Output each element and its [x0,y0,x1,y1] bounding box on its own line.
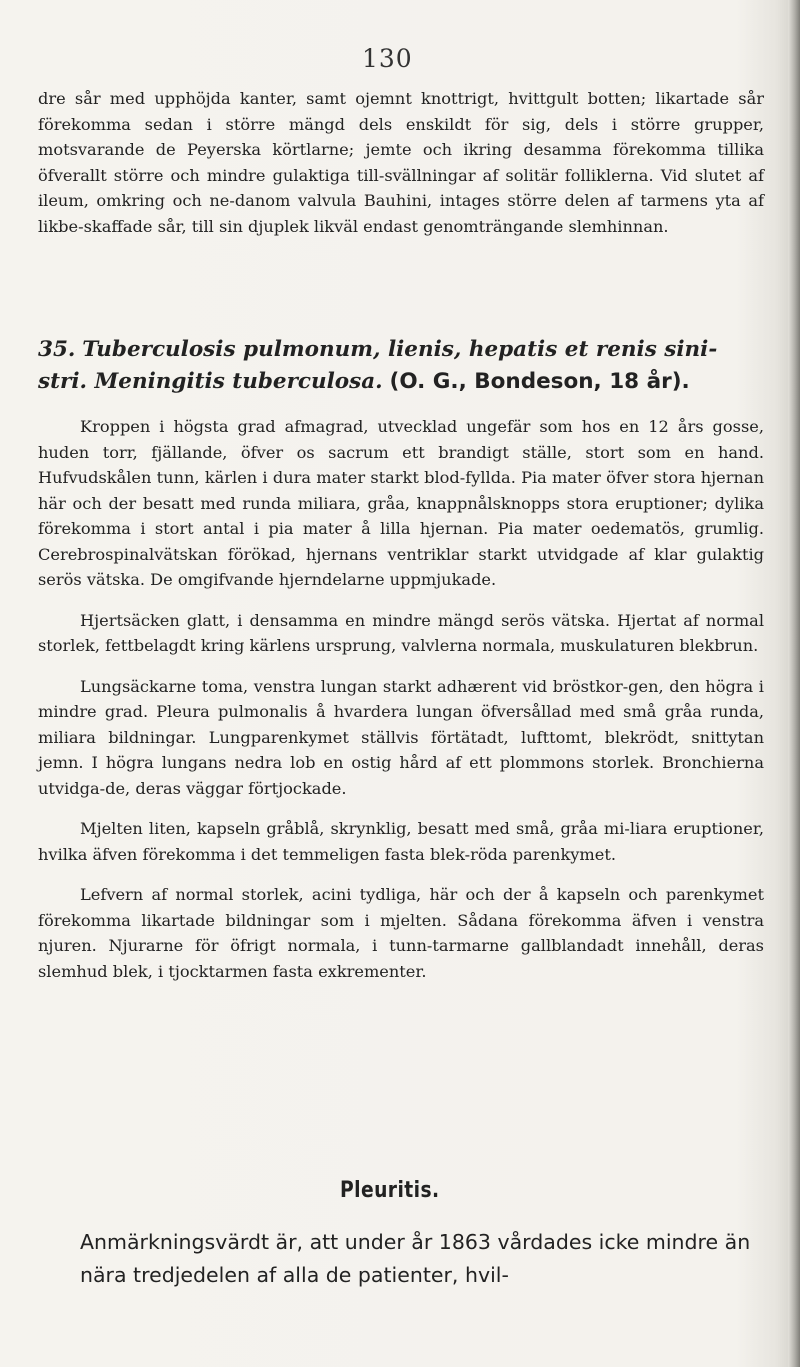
paragraph-text: dre sår med upphöjda kanter, samt ojemnt knottrigt, hvittgult botten; likartade sår förekomma sedan i större mängd dels enskildt för sig, dels i större grupper, motsvarande de Peyerska körtlarne; jemte och ikring desamma förekomma tillika öfverallt större och mindre gulaktiga till-svällningar af solitär folliklerna. Vid slutet af ileum, omkring och ne-danom valvula Bauhini, intages större delen af tarmens yta af likbe-skaffade sår, till sin djuplek likväl endast genomträngande slemhinnan. [38,89,764,236]
section-paragraph [80,1226,764,1292]
case-title: Tuberculosis pulmonum, lienis, hepatis et renis sini-stri. Meningitis tuberculosa. [38,337,718,394]
paragraph-lungs: Lungsäckarne toma, venstra lungan starkt adhærent vid bröstkor-gen, den högra i mindre grad. Pleura pulmonalis å hvardera lungan öfversållad med små gråa runda, miliara bildningar. Lungparenkymet ställvis förtätadt, lufttomt, blekrödt, snittytan jemn. I högra lungans nedra lob en ostig hård af ett plommons storlek. Bronchierna utvidga-de, deras väggar förtjockade. [38,676,764,798]
page-edge-shadow [788,0,800,1367]
paragraph-body-exam: Kroppen i högsta grad afmagrad, utvecklad ungefär som hos en 12 års gosse, huden torr, fjällande, öfver os sacrum ett brandigt ställe, stort som en hand. Hufvudskålen tunn, kärlen i dura mater starkt blod-fyllda. Pia mater öfver stora hjernan här och der besatt med runda miliara, gråa, knappnålsknopps stora eruptioner; dylika förekomma i stort antal i pia mater å lilla hjernan. Pia mater oedematös, grumlig. Cerebrospinalvätskan förökad, hjernans ventriklar starkt utvidgade af klar gulaktig serös vätska. De omgifvande hjerndelarne uppmjukade. [38,417,764,589]
page-number: 130 [362,44,413,73]
continuation-paragraph [38,86,764,239]
section-heading: Pleuritis. [340,1178,440,1203]
case-heading [38,334,766,398]
paragraph-liver: Lefvern af normal storlek, acini tydliga, här och der å kapseln och parenkymet förekomma likartade bildningar som i mjelten. Sådana förekomma äfven i venstra njuren. Njurarne för öfrigt normala, i tunn-tarmarne gallblandadt innehåll, deras slemhud blek, i tjocktarmen fasta exkrementer. [38,885,764,981]
section-paragraph-text: Anmärkningsvärdt är, att under år 1863 vårdades icke mindre än nära tredjedelen af alla de patienter, hvil- [80,1230,751,1287]
case-patient: (O. G., Bondeson, 18 år). [389,369,690,394]
paragraph-heart: Hjertsäcken glatt, i densamma en mindre mängd serös vätska. Hjertat af normal storlek, fettbelagdt kring kärlens ursprung, valvlerna normala, muskulaturen blekbrun. [38,610,764,655]
case-number: 35. [38,337,76,362]
case-body [38,414,764,984]
paragraph-spleen: Mjelten liten, kapseln gråblå, skrynklig, besatt med små, gråa mi-liara eruptioner, hvilka äfven förekomma i det temmeligen fasta blek-röda parenkymet. [38,819,764,864]
